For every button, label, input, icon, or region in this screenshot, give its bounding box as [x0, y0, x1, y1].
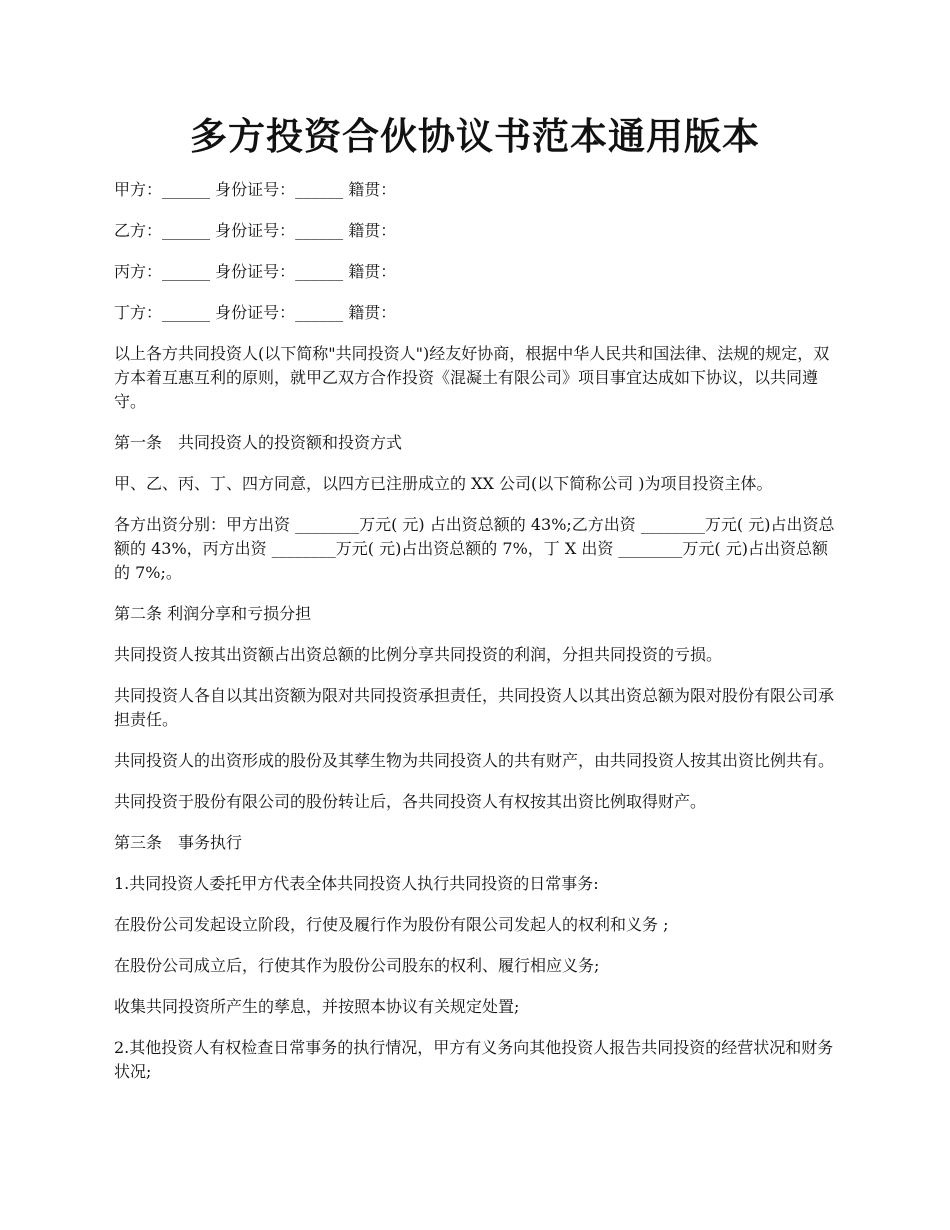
origin-label: 籍贯：	[348, 180, 397, 199]
party-name: 丁方：	[114, 303, 163, 322]
article-1-heading: 第一条 共同投资人的投资额和投资方式	[114, 433, 403, 452]
id-blank: ______	[295, 303, 344, 322]
name-blank: ______	[162, 221, 211, 240]
party-name: 甲方：	[114, 180, 163, 199]
party-line-d	[114, 301, 842, 325]
id-label: 身份证号：	[215, 221, 296, 240]
origin-label: 籍贯：	[348, 221, 397, 240]
paragraph: 在股份公司发起设立阶段，行使及履行作为股份有限公司发起人的权利和义务 ;	[114, 915, 669, 934]
origin-label: 籍贯：	[348, 303, 397, 322]
document-body	[114, 178, 842, 1101]
id-blank: ______	[295, 180, 344, 199]
paragraph: 共同投资人的出资形成的股份及其孳生物为共同投资人的共有财产，由共同投资人按其出资比例共有。	[114, 751, 835, 770]
id-blank: ______	[295, 262, 344, 281]
party-name: 乙方：	[114, 221, 163, 240]
paragraph: 2.其他投资人有权检查日常事务的执行情况，甲方有义务向其他投资人报告共同投资的经营状况和财务状况;	[114, 1038, 834, 1081]
party-line-c	[114, 260, 842, 284]
preamble-paragraph: 以上各方共同投资人(以下简称"共同投资人")经友好协商，根据中华人民共和国法律、法规的规定，双方本着互惠互利的原则，就甲乙双方合作投资《混凝土有限公司》项目事宜达成如下协议，以共同遵守。	[114, 344, 830, 411]
party-name: 丙方：	[114, 262, 163, 281]
id-label: 身份证号：	[215, 180, 296, 199]
id-blank: ______	[295, 221, 344, 240]
party-line-a	[114, 178, 842, 202]
paragraph: 共同投资人各自以其出资额为限对共同投资承担责任，共同投资人以其出资总额为限对股份有限公司承担责任。	[114, 686, 835, 729]
origin-label: 籍贯：	[348, 262, 397, 281]
party-line-b	[114, 219, 842, 243]
name-blank: ______	[162, 303, 211, 322]
id-label: 身份证号：	[215, 303, 296, 322]
name-blank: ______	[162, 180, 211, 199]
paragraph: 1.共同投资人委托甲方代表全体共同投资人执行共同投资的日常事务:	[114, 874, 599, 893]
id-label: 身份证号：	[215, 262, 296, 281]
paragraph: 共同投资人按其出资额占出资总额的比例分享共同投资的利润，分担共同投资的亏损。	[114, 645, 723, 664]
article-3-heading: 第三条 事务执行	[114, 833, 243, 852]
paragraph: 甲、乙、丙、丁、四方同意，以四方已注册成立的 XX 公司(以下简称公司 )为项目投资主体。	[114, 474, 773, 493]
paragraph: 各方出资分别：甲方出资 ________万元( 元) 占出资总额的 43%;乙方出资 ________万元( 元)占出资总额的 43%，丙方出资 ________万元( 元)占出资总额的 7%，丁 X 出资 ________万元( 元)占出资总额的 7%;。	[114, 515, 835, 582]
paragraph: 在股份公司成立后，行使其作为股份公司股东的权利、履行相应义务;	[114, 956, 600, 975]
name-blank: ______	[162, 262, 211, 281]
paragraph: 共同投资于股份有限公司的股份转让后，各共同投资人有权按其出资比例取得财产。	[114, 792, 707, 811]
paragraph: 收集共同投资所产生的孳息，并按照本协议有关规定处置;	[114, 997, 520, 1016]
article-2-heading: 第二条 利润分享和亏损分担	[114, 604, 312, 623]
document-title: 多方投资合伙协议书范本通用版本	[190, 114, 760, 158]
